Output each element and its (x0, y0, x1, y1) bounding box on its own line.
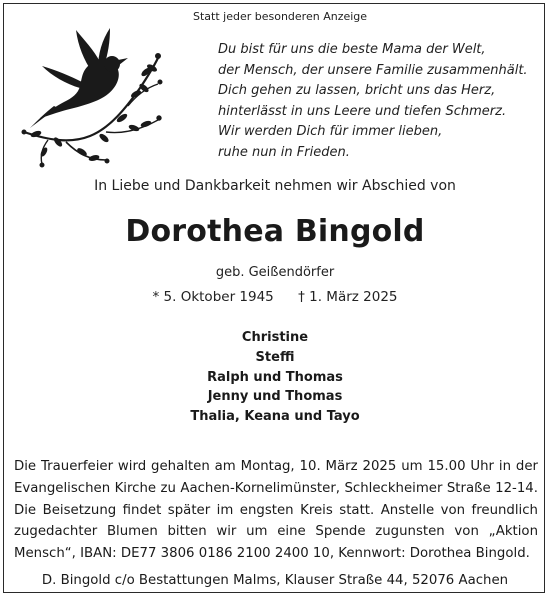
poem-line: ruhe nun in Frieden. (218, 144, 350, 160)
mourner-name: Thalia, Keana und Tayo (190, 409, 360, 425)
life-dates (0, 289, 550, 305)
birth-date: * 5. Oktober 1945 (152, 289, 274, 305)
mourners-list (0, 328, 550, 427)
death-date: † 1. März 2025 (298, 289, 398, 305)
bird-on-branch-icon (18, 22, 208, 182)
poem-line: Dich gehen zu lassen, bricht uns das Herz, (218, 83, 496, 98)
farewell-line: In Liebe und Dankbarkeit nehmen wir Abschied von (94, 178, 456, 194)
header-note: Statt jeder besonderen Anzeige (193, 10, 368, 23)
mourner-name: Steffi (255, 349, 295, 365)
poem-line: Wir werden Dich für immer lieben, (218, 124, 443, 139)
poem-line: der Mensch, der unsere Familie zusammenhält. (218, 62, 528, 78)
deceased-name: Dorothea Bingold (125, 214, 425, 249)
poem-line: hinterlässt in uns Leere und tiefen Schmerz. (218, 103, 507, 119)
mourner-name: Ralph und Thomas (207, 369, 343, 385)
contact-line: D. Bingold c/o Bestattungen Malms, Klauser Straße 44, 52076 Aachen (41, 573, 509, 588)
born-name: geb. Geißendörfer (215, 265, 335, 280)
poem-line: Du bist für uns die beste Mama der Welt, (218, 42, 486, 57)
poem (218, 40, 538, 163)
funeral-notice-text: Die Trauerfeier wird gehalten am Montag, 10. März 2025 um 15.00 Uhr in der Evangelischen Kirche zu Aachen-Kornelimünster, Schleckheimer Straße 12-14. Die Beisetzung findet später im engsten Kreis statt. Anstelle von freundlich zugedachter Blumen bitten wir um eine Spende zugunsten von „Aktion Mensch“, IBAN: DE77 3806 0186 2100 2400 10, Kennwort: Dorothea Bingold. (14, 459, 538, 562)
mourner-name: Jenny und Thomas (207, 389, 343, 405)
mourner-name: Christine (241, 330, 309, 345)
